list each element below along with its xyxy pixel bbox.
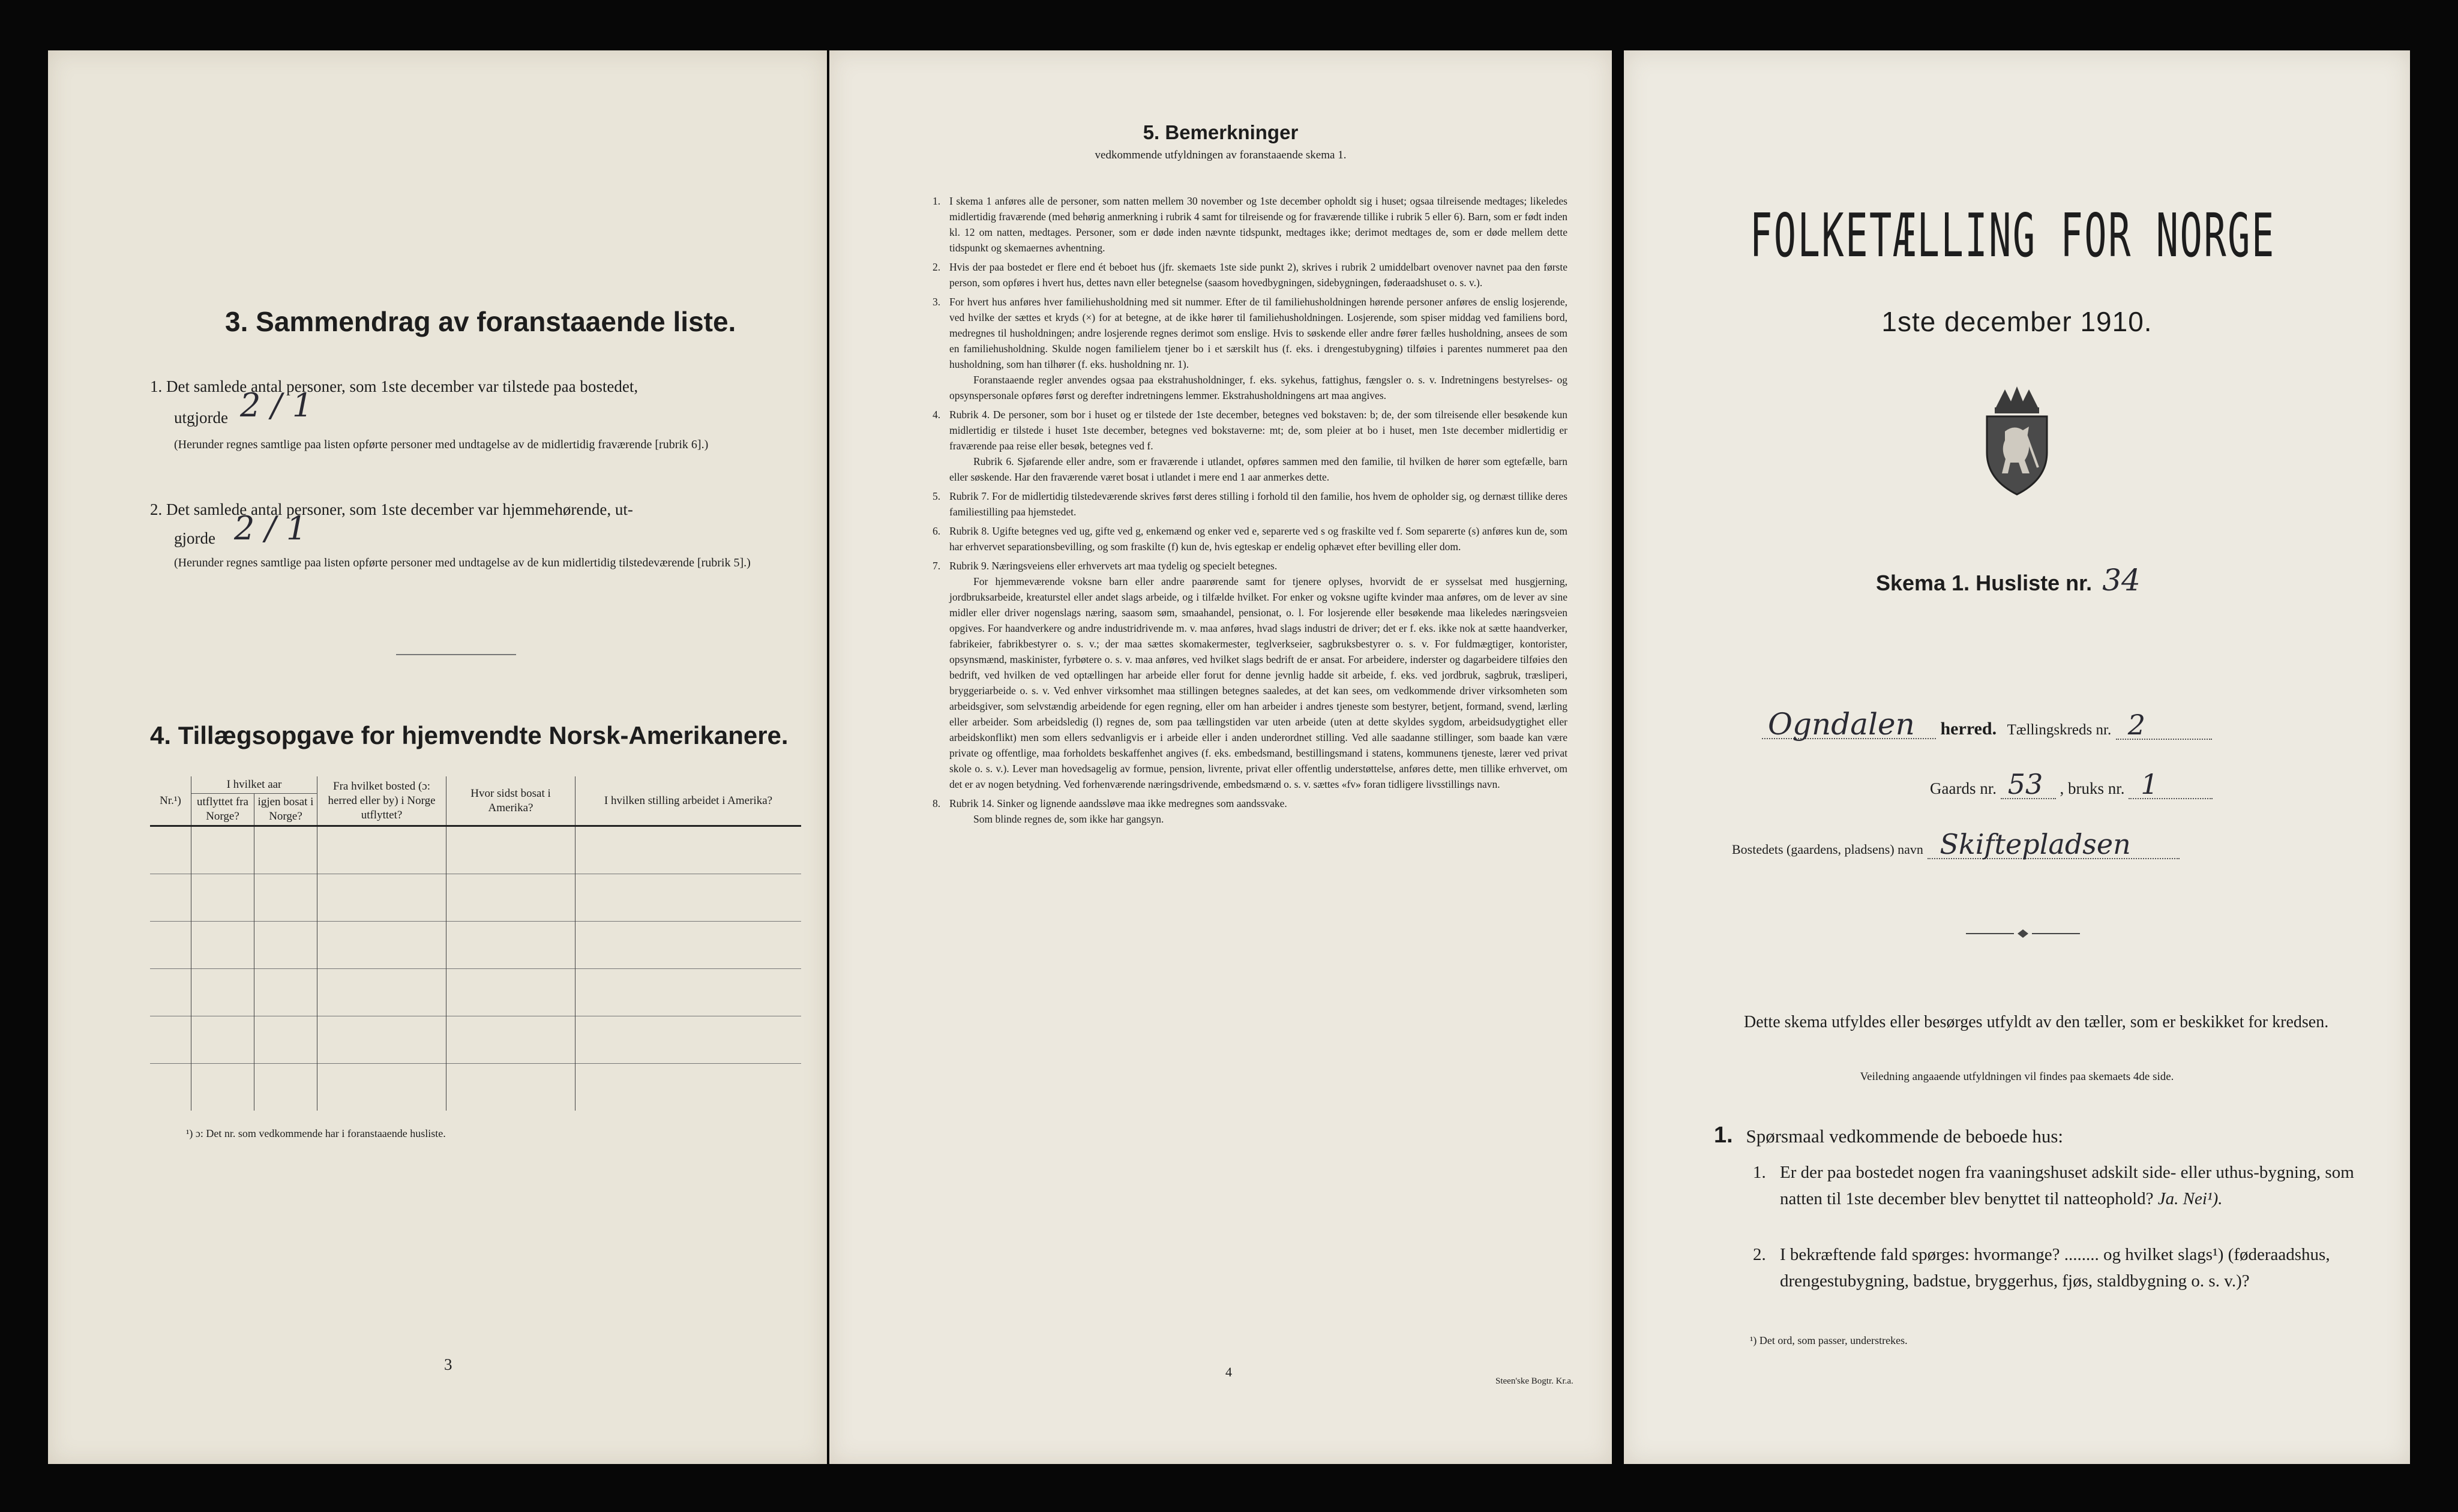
page-left: [48, 50, 827, 1464]
item1-handwritten-count: 2 / 1: [240, 386, 313, 424]
printer-credit: Steen'ske Bogtr. Kr.a.: [1495, 1376, 1573, 1386]
herred-line: [1762, 707, 2350, 744]
question-1: 1. Er der paa bostedet nogen fra vaaningshuset adskilt side- eller uthus-bygning, som natten til 1ste december blev benyttet til natteophold? Ja. Nei¹).: [1753, 1163, 2354, 1208]
item1-note: (Herunder regnes samtlige paa listen opførte personer med undtagelse av de midlertidig fraværende [rubrik 6].): [174, 438, 709, 451]
schema-label: Skema 1. Husliste nr.: [1876, 571, 2093, 595]
left-footnote: ¹) ɔ: Det nr. som vedkommende har i foranstaaende husliste.: [186, 1127, 446, 1139]
questions-heading: 1. Spørsmaal vedkommende de beboede hus:: [1714, 1123, 2064, 1148]
instruction-small: Veiledning angaaende utfyldningen vil findes paa skemaets 4de side.: [1860, 1070, 2174, 1083]
husliste-number: 34: [2102, 563, 2141, 598]
right-footnote: ¹) Det ord, som passer, understrekes.: [1750, 1334, 1908, 1346]
divider: [396, 654, 516, 655]
bruks-value: 1: [2129, 770, 2213, 799]
table-row: [150, 969, 801, 1016]
kreds-value: 2: [2116, 711, 2212, 740]
remarks-title: 5. Bemerkninger: [1143, 121, 1299, 143]
col-returned: igjen bosat i Norge?: [254, 794, 317, 826]
col-from: Fra hvilket bosted (ɔ: herred eller by) i Norge utflyttet?: [317, 776, 446, 826]
remark-3: 3. For hvert hus anføres hver familiehusholdning med sit nummer. Efter de til familiehusholdningen hørende personer anføres de enslig losjerende, ved hvilke der sættes et kryds (×) for at betegne, at de ikke hører til familiehusholdningen. Losjerende, som spiser middag ved familiens bord, medregnes til husholdningen; andre losjerende regnes derimot som enslige. Hvis to søskende eller andre fører fælles husholdning, ansees de som en familiehusholdning. Skulde nogen familielem tjener bo i et særskilt hus (f. eks. i drengestubygning) tilføies i parentes nummeret paa den husholdning, som han tilhører (f. eks. husholdning nr. 1). Foranstaaende regler anvendes ogsaa paa ekstrahusholdninger, f. eks. sykehus, fattighus, fængsler o. s. v. Indretningens bestyrelses- og opsynspersonale opføres først og derefter indretningens lemmer. Ekstrahusholdningens art maa angives.: [933, 296, 1567, 401]
question-2: 2. I bekræftende fald spørges: hvormange? ........ og hvilket slags¹) (føderaadshus, drengestubygning, badstue, bryggerhus, fjøs, staldbygning o. s. v.)?: [1753, 1245, 2330, 1291]
remark-5: 5. Rubrik 7. For de midlertidig tilstedeværende skrives først deres stilling i forhold til den familie, hos hvem de opholder sig, og dernæst tillike deres familiestilling paa hjemstedet.: [933, 490, 1567, 518]
item2-handwritten-count: 2 / 1: [234, 509, 307, 547]
item1-prefix: utgjorde: [174, 409, 228, 427]
kreds-label: Tællingskreds nr.: [2007, 722, 2112, 738]
section4-title: 4. Tillægsopgave for hjemvendte Norsk-Amerikanere.: [150, 721, 789, 749]
page-number-4: 4: [1225, 1364, 1232, 1379]
table-row: [150, 922, 801, 969]
norsk-amerikanere-table: [150, 776, 801, 1111]
bosted-line: [1732, 830, 2362, 863]
item2-prefix: gjorde: [174, 529, 215, 547]
summary-item-1: [150, 374, 804, 454]
summary-item-2: [150, 497, 804, 572]
item2-note: (Herunder regnes samtlige paa listen opførte personer med undtagelse av de kun midlertidig tilstedeværende [rubrik 5].): [174, 556, 751, 569]
item1-text: 1. Det samlede antal personer, som 1ste december var tilstede paa bostedet,: [150, 377, 639, 395]
table-row: [150, 1064, 801, 1111]
remarks-subtitle: vedkommende utfyldningen av foranstaaende skema 1.: [1095, 149, 1347, 161]
herred-value: Ogndalen: [1762, 710, 1936, 739]
bruks-label: , bruks nr.: [2060, 779, 2125, 797]
col-nr: Nr.¹): [150, 776, 191, 826]
page-number-3: 3: [444, 1355, 452, 1373]
section3-title: 3. Sammendrag av foranstaaende liste.: [225, 306, 736, 337]
census-date: 1ste december 1910.: [1881, 306, 2153, 337]
page-middle: [829, 50, 1612, 1464]
herred-label: herred.: [1940, 719, 1997, 739]
remark-6: 6. Rubrik 8. Ugifte betegnes ved ug, gifte ved g, enkemænd og enker ved e, separerte ved s og fraskilte ved f. Som separerte (s) anføres kun de, som har erhvervet separationsbevilling, og som fraskilte (f) kun de, hvis egteskap er endelig ophævet efter bevilling eller dom.: [933, 525, 1567, 553]
gaards-value: 53: [2001, 770, 2056, 799]
norway-coat-of-arms-icon: [1972, 383, 2062, 497]
gaards-label: Gaards nr.: [1930, 779, 1997, 797]
col-job: I hvilken stilling arbeidet i Amerika?: [575, 776, 802, 826]
gaards-line: [1930, 770, 2350, 802]
table-row: [150, 1016, 801, 1064]
remarks-list: [933, 193, 1567, 827]
instruction-text: Dette skema utfyldes eller besørges utfyldt av den tæller, som er beskikket for kredsen.: [1744, 1013, 2329, 1031]
census-title: FOLKETÆLLING FOR NORGE: [1750, 200, 2276, 271]
bosted-label: Bostedets (gaardens, pladsens) navn: [1732, 842, 1923, 857]
col-group-year: I hvilket aar: [191, 776, 317, 794]
schema-line: [1876, 563, 2141, 598]
item2-text: 2. Det samlede antal personer, som 1ste december var hjemmehørende, ut-: [150, 500, 633, 518]
remark-8: 8. Rubrik 14. Sinker og lignende aandssløve maa ikke medregnes som aandssvake. Som blinde regnes de, som ikke har gangsyn.: [933, 797, 1287, 825]
col-emigrated: utflyttet fra Norge?: [191, 794, 254, 826]
ornament-divider: [1966, 928, 2080, 940]
remark-7: 7. Rubrik 9. Næringsveiens eller erhvervets art maa tydelig og specielt betegnes. For hjemmeværende voksne barn eller andre paarørende samt for tjenere oplyses, hvorvidt de er sysselsat med husgjerning, jordbruksarbeide, kreaturstel eller andet slags arbeide, og i tilfælde hvilket. For enker og voksne ugifte kvinder maa anføres, om de lever av sine midler eller driver nogenslags næring, saasom søm, smaahandel, pensionat, o. l. For losjerende eller besøkende maa likeledes næringsveien opgives. For haandverkere og andre industridrivende m. v. maa anføres, hvad slags industri de driver; det er f. eks. ikke nok at sætte haandverker, fabrikeier, fabrikbestyrer o. s. v.; der maa sættes skomakermester, teglverkseier, sagbruksbestyrer o. s. v. For fuldmægtiger, kontorister, opsynsmænd, maskinister, fyrbøtere o. s. v. maa anføres, ved hvilket slags bedrift de er ansat. For arbeidere, inderster og dagarbeidere tilføies den bedrift, ved hvilken de ved optællingen har arbeide eller forut for denne jevnlig hadde sit arbeide, f. eks. ved jordbruk, sagbruk, træsliperi, bryggeriarbeide o. s. v. Ved enhver virksomhet maa stillingen betegnes saaledes, at det kan sees, om vedkommende driver virksomheten som arbeidsgiver, som selvstændig arbeidende for egen regning, eller om han arbeider i andres tjeneste som bestyrer, betjent, formand, svend, lærling eller arbeider. Som arbeidsledig (l) regnes de, som paa tællingstiden var uten arbeide (uten at dette skyldes sygdom, arbeidsudygtighet eller arbeidskonflikt) men som ellers sedvanligvis er i arbeide eller i anden underordnet stilling. Ved alle saadanne stillinger, som baade kan være private og offentlige, maa forholdets beskaffenhet angives (f. eks. embedsmand, bestillingsmand i statens, kommunens tjeneste, lærer ved privat skole o. s. v.). Lever man hovedsagelig av formue, pension, livrente, privat eller offentlig understøttelse, anføres dette, men tillike erhvervet, om det er av nogen betydning. Ved forhenværende næringsdrivende, embedsmænd o. s. v. sættes «fv» foran tidligere livsstillings navn.: [933, 560, 1567, 790]
col-last-residence: Hvor sidst bosat i Amerika?: [446, 776, 575, 826]
remark-4: 4. Rubrik 4. De personer, som bor i huset og er tilstede der 1ste december, betegnes ved bokstaven: b; de, der som tilreisende eller besøkende kun midlertidig er tilstede i huset 1ste december, betegnes ved bokstaverne: mt; de, som pleier at bo i huset, men 1ste december midlertidig er fraværende paa reise eller besøk, betegnes ved f. Rubrik 6. Sjøfarende eller andre, som er fraværende i utlandet, opføres sammen med den familie, til hvilken de hører som egtefælle, barn eller søskende. Har den fraværende været bosat i utlandet i mere end 1 aar anmerkes dette.: [933, 409, 1567, 483]
table-row: [150, 874, 801, 922]
bosted-value: Skiftepladsen: [1928, 830, 2180, 859]
q1-answer: Ja. Nei¹).: [2157, 1189, 2223, 1208]
page-right: [1624, 50, 2410, 1464]
remark-2: 2. Hvis der paa bostedet er flere end ét beboet hus (jfr. skemaets 1ste side punkt 2), skrives i rubrik 2 umiddelbart ovenover navnet paa den første person, som opføres i hvert hus, dettes navn eller betegnelse (saasom hovedbygningen, sidebygningen, føderaadshuset o. s. v.).: [933, 261, 1567, 289]
remark-1: 1. I skema 1 anføres alle de personer, som natten mellem 30 november og 1ste december opholdt sig i huset; ogsaa tilreisende medtages; likeledes midlertidig fraværende (med behørig anmerkning i rubrik 4 samt for tilreisende og for fraværende tillike i rubrik 5 eller 6). Barn, som er født inden kl. 12 om natten, medtages. Personer, som er døde inden nævnte tidspunkt, medtages ikke; derimot medtages de, som er døde mellem dette tidspunkt og skemaernes avhentning.: [933, 195, 1567, 254]
table-row: [150, 826, 801, 874]
